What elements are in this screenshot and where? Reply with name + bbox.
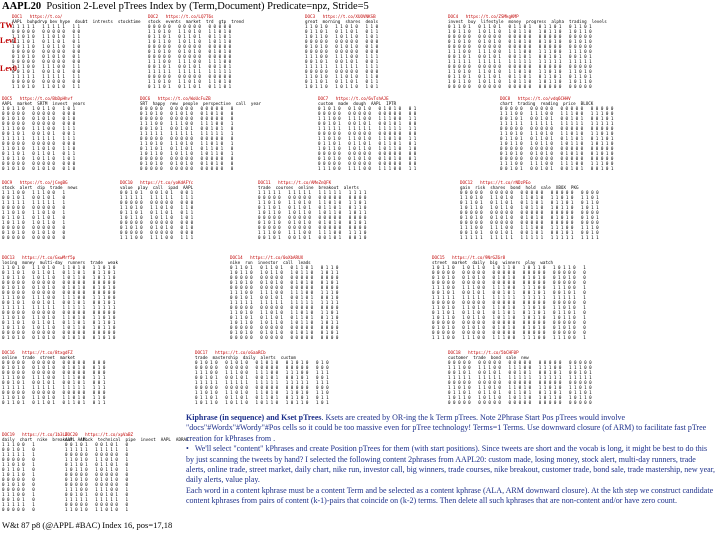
doc-block-heading: DOC18 https://t.co/5bCHF0P (448, 350, 519, 355)
doc-block-terms: stock alert dip trade news (2, 185, 78, 190)
doc-block-terms: online trade street market (2, 355, 76, 360)
doc-block-5: DOC5 https://t.co/BbDpHhvf AAPL market SRTM invest years 1 0 1 1 0 1 0 1 1 0 1 0 1 0 0 0 0 0 0 0 0 0 0 0 0 0 0 1 0 1 0 0 1 0 1 0 0 1 0 0 0 0 0 0 0 0 0 0 0 0 0 0 1 1 1 0 0 1 1 1 0 0 1 1 1 0 0 1 0 1 0 0 1 0 1 0 0 1 1 1 1 1 1 1 1 1 1 1 1 1 1 0 0 0 0 0 0 0 0 0 0 0 0 0 1 1 0 1 0 1 1 0 1 0 1 1 0 0 1 1 0 1 0 1 1 0 1 0 1 1 1 0 1 1 0 1 0 1 1 0 1 0 1 0 0 0 0 0 0 0 0 0 0 0 0 0 0 1 0 1 0 0 1 0 1 0 0 1 0 (2, 96, 137, 176)
doc-block-8: DOC8 https://t.co/vdq6CHHV chart trading reading price BLOCK 0 0 0 0 0 0 0 0 0 0 0 0 0 0 0 0 0 0 0 0 1 1 1 0 0 1 1 1 0 0 1 1 1 0 0 1 1 1 0 0 0 0 1 0 1 0 0 1 0 1 0 0 1 0 1 0 0 1 0 1 1 1 1 1 1 1 1 1 1 1 1 1 1 1 1 1 1 1 1 1 0 0 0 0 0 0 0 0 0 0 0 0 0 0 0 0 0 0 0 0 1 1 0 1 0 1 1 0 1 0 1 1 0 1 0 1 1 0 1 0 0 1 1 0 1 0 1 1 0 1 0 1 1 0 1 0 1 1 0 1 1 0 1 1 0 1 0 1 1 0 1 0 1 1 0 1 0 1 1 0 0 0 0 0 0 0 0 0 0 0 0 0 0 0 0 0 0 0 0 0 0 1 0 1 0 0 1 0 1 0 0 1 0 1 0 0 1 0 1 0 0 0 0 0 0 0 0 0 0 0 0 0 0 0 0 0 0 0 0 0 1 1 1 0 0 1 1 1 0 0 1 1 1 0 0 1 1 1 0 0 0 0 1 0 1 0 0 1 0 1 0 0 1 0 1 0 0 1 0 1 (500, 96, 718, 176)
doc-block-terms: chart trading reading price BLOCK (500, 101, 594, 106)
doc-block-11: DOC11 https://t.co/AMeZnQFK trade courses online breakout alerts 1 1 1 1 1 1 1 1 1 1 1 1 1 1 1 1 1 1 1 0 0 0 0 0 0 0 0 0 0 0 0 0 0 0 0 0 0 0 1 1 0 1 0 1 1 0 1 0 1 1 0 1 0 1 1 0 1 0 1 1 0 1 0 1 1 0 1 0 1 1 0 1 0 1 1 0 1 0 1 1 0 1 0 1 1 0 1 0 1 1 0 1 0 1 1 0 0 0 0 0 0 0 0 0 0 0 0 0 0 0 0 0 0 0 0 1 0 1 0 0 1 0 1 0 0 1 0 1 0 0 1 0 1 0 0 0 0 0 0 0 0 0 0 0 0 0 0 0 0 0 0 0 1 1 1 0 0 1 1 1 0 0 1 1 1 0 0 1 1 1 0 0 0 1 0 1 0 0 1 0 1 0 0 1 0 1 0 0 1 0 (258, 180, 458, 245)
notes-paragraph-1: . Ksets are created by OR-ing the k Term pTrees. Note 2Phrase Start Pos pTrees would involve "docs"#Wordx"#Wordy"#Pos cells so it could be too massive even for pTree technology! Terms=1 Terms. Use downward closure (of ARM) to facilitate fast pTree creation for kPhrases from . (186, 413, 707, 443)
doc-block-9: DOC9 https://t.co/jCegBG stock alert dip trade news 1 1 1 0 0 1 1 1 0 0 1 0 0 1 0 1 0 0 1 0 1 0 1 1 1 1 1 1 1 1 1 1 1 0 0 0 0 0 0 0 0 0 0 0 1 1 0 1 0 1 1 0 1 0 1 0 1 1 0 1 0 1 1 0 1 0 1 0 1 1 0 1 0 1 1 0 1 0 0 0 0 0 0 0 0 0 0 0 0 1 0 1 0 0 1 0 1 0 0 0 0 0 0 0 0 0 0 0 0 0 (2, 180, 117, 245)
notes-heading: Kiphrase (in sequence) and Kset pTrees (186, 413, 322, 422)
doc-block-heading: DOC17 https://t.co/oGaaRCb (195, 350, 266, 355)
notes-bullet: We'll select "content" kPhrases and create Position pTrees for them (with start positions). Since tweets are short and the vocab is long, it might be best to do this by just scanning the tweets by hand? I selected the following content 2phrases from AAPL20: custom made, losing money, stock alert, multi-day runners, trade alerts, online trade, street market, daily chart, nike run, investor call, big winners, trade courses, nike breakout, customer trade, bond sale, trade mastership, new year, daily alerts, value play. (186, 444, 716, 485)
doc-block-heading: DOC10 https://t.co/yoKdAFYc (120, 180, 194, 185)
doc-block-terms: nike run investor call leads (230, 260, 311, 265)
level-label-tw: TW (0, 21, 14, 30)
doc-block-7: DOC7 https://t.co/6vTshAJE custom made dough AAPL IPTR 0 1 0 1 0 0 1 0 1 0 0 1 0 1 0 0 1 0 0 0 0 0 0 0 0 0 0 0 0 0 0 0 0 0 1 1 1 0 0 1 1 1 0 0 1 1 1 0 0 1 1 0 0 1 0 1 0 0 1 0 1 0 0 1 0 1 0 0 1 1 1 1 1 1 1 1 1 1 1 1 1 1 1 1 1 0 0 0 0 0 0 0 0 0 0 0 0 0 0 0 0 0 1 1 0 1 0 1 1 0 1 0 1 1 0 1 0 1 1 0 1 1 0 1 0 1 1 0 1 0 1 1 0 1 0 1 1 0 1 1 0 1 0 1 1 0 1 0 1 1 0 1 0 0 0 0 0 0 0 0 0 0 0 0 0 0 0 0 0 0 0 1 0 1 0 0 1 0 1 0 0 1 0 1 0 0 1 0 0 0 0 0 0 0 0 0 0 0 0 0 0 0 0 0 1 1 1 0 0 1 1 1 0 0 1 1 1 0 0 1 1 (318, 96, 498, 176)
doc-block-19: DOC19 https://t.co/1b3LZ daily chart nike breakout AAPL 1 1 1 0 0 1 0 0 1 0 1 0 1 1 1 1 1 1 0 0 0 0 0 0 1 1 0 1 0 1 0 1 1 0 1 0 1 0 1 1 0 1 0 0 0 0 0 0 0 1 0 1 0 0 0 0 0 0 0 0 1 1 1 0 0 1 0 0 1 0 1 0 1 1 1 1 1 1 0 0 0 0 0 0 (2, 432, 88, 512)
doc-block-heading: DOC1 https://t.co/ (12, 14, 63, 19)
doc-block-17: DOC17 https://t.co/oGaaRCb trade mastership daily alerts custom 0 1 0 1 0 0 1 0 1 0 0 1 0 1 0 0 1 0 1 0 0 1 0 0 0 0 0 0 0 0 0 0 0 0 0 0 0 0 0 0 0 0 0 0 0 0 1 1 1 0 0 1 1 1 0 0 1 1 1 0 0 1 1 1 0 0 1 1 1 0 0 1 0 1 0 0 1 0 1 0 0 1 0 1 0 0 1 0 1 0 0 1 1 1 1 1 1 1 1 1 1 1 1 1 1 1 1 1 1 1 1 1 1 1 1 0 0 0 0 0 0 0 0 0 0 0 0 0 0 0 0 0 0 0 0 0 0 0 1 1 0 1 0 1 1 0 1 0 1 1 0 1 0 1 1 0 1 0 1 1 0 0 1 1 0 1 0 1 1 0 1 0 1 1 0 1 0 1 1 0 1 0 1 1 1 0 1 1 0 1 0 1 1 0 1 0 1 1 0 1 0 1 1 0 1 0 1 (195, 350, 445, 408)
doc-block-terms: custom made dough AAPL IPTR (318, 101, 397, 106)
title-main: AAPL20 (2, 1, 42, 12)
doc-block-18: DOC18 https://t.co/5bCHF0P customer trade bond sale new 0 0 0 0 0 0 0 0 0 0 0 0 0 0 0 0 0 0 0 0 0 0 0 0 0 1 1 1 0 0 1 1 1 0 0 1 1 1 0 0 1 1 1 0 0 1 1 1 0 0 0 0 1 0 1 0 0 1 0 1 0 0 1 0 1 0 0 1 0 1 0 0 1 0 1 1 1 1 1 1 1 1 1 1 1 1 1 1 1 1 1 1 1 1 1 1 1 1 1 1 0 0 0 0 0 0 0 0 0 0 0 0 0 0 0 0 0 0 0 0 0 0 0 0 0 1 1 0 1 0 1 1 0 1 0 1 1 0 1 0 1 1 0 1 0 1 1 0 1 0 0 1 1 0 1 0 1 1 0 1 0 1 1 0 1 0 1 1 0 1 0 1 1 0 1 1 0 1 1 0 1 0 1 1 0 1 0 1 1 0 1 0 1 1 0 1 0 1 1 0 0 0 0 0 0 0 0 0 0 0 0 0 0 0 0 0 0 0 0 0 0 0 0 0 0 (448, 350, 718, 408)
doc-block-terms: gain risk shares bond hold sale XBOX PKG (460, 185, 579, 190)
doc-block-3: DOC3 https://t.co/XUOVNKSB great morning shares deals 1 1 0 1 0 1 1 0 1 0 1 1 0 0 1 1 0 1 0 1 1 0 1 0 1 1 1 0 1 1 0 1 0 1 1 0 1 0 1 0 0 0 0 0 0 0 0 0 0 0 0 0 0 1 0 1 0 0 1 0 1 0 0 1 0 0 0 0 0 0 0 0 0 0 0 0 0 0 1 1 1 0 0 1 1 1 0 0 1 1 1 0 0 1 0 1 0 0 1 0 1 0 0 1 1 1 1 1 1 1 1 1 1 1 1 1 1 0 0 0 0 0 0 0 0 0 0 0 0 0 1 1 0 1 0 1 1 0 1 0 1 1 0 0 1 1 0 1 0 1 1 0 1 0 1 1 1 0 1 1 0 1 0 1 1 0 1 0 1 (305, 14, 445, 94)
doc-block-terms: AAPL buhpdrvp bev hype doubt intrests stocktime (12, 19, 141, 24)
doc-block-terms: value play call ipad AAPL (120, 185, 194, 190)
doc-block-terms: customer trade bond sale new (448, 355, 529, 360)
doc-block-heading: DOC12 https://t.co/rNDzPEo (460, 180, 531, 185)
doc-block-terms: AAPL market SRTM invest years (2, 101, 86, 106)
doc-block-heading: DOC8 https://t.co/vdq6CHHV (500, 96, 571, 101)
doc-block-heading: DOC5 https://t.co/BbDpHhvf (2, 96, 73, 101)
notes-bullet-marker: • (186, 444, 195, 454)
doc-block-10: DOC10 https://t.co/yoKdAFYc value play call ipad AAPL 0 0 1 0 1 0 0 1 0 1 0 0 1 1 1 1 1 1 1 1 1 1 1 1 1 1 0 0 0 0 0 0 0 0 0 0 0 0 0 1 1 0 1 0 1 1 0 1 0 1 1 0 0 1 1 0 1 0 1 1 0 1 0 1 1 1 0 1 1 0 1 0 1 1 0 1 0 1 0 0 0 0 0 0 0 0 0 0 0 0 0 0 1 0 1 0 0 1 0 1 0 0 1 0 0 0 0 0 0 0 0 0 0 0 0 0 0 1 1 1 0 0 1 1 1 0 0 1 1 1 (120, 180, 255, 245)
doc-block-1: DOC1 https://t.co/ AAPL buhpdrvp bev hype doubt intrests stocktime 1 1 1 1 1 1 1 1 1 1 1 1 0 0 0 0 0 0 0 0 0 0 0 0 1 1 0 1 0 1 1 0 1 0 1 1 0 1 1 0 1 0 1 1 0 1 0 1 1 0 1 1 0 1 0 1 1 0 1 0 0 0 0 0 0 0 0 0 0 0 0 0 0 1 0 1 0 0 1 0 1 0 0 1 0 0 0 0 0 0 0 0 0 0 0 0 1 1 1 0 0 1 1 1 0 0 1 1 0 0 1 0 1 0 0 1 0 1 0 0 1 1 1 1 1 1 1 1 1 1 1 1 0 0 0 0 0 0 0 0 0 0 0 0 1 1 0 1 0 1 1 0 1 0 1 1 (12, 14, 141, 89)
footer-text: W&t 87 p8 (@APPL #BAC) Index 16, pos=17,18 (2, 520, 173, 530)
doc-block-terms: great morning shares deals (305, 19, 379, 24)
doc-block-heading: DOC20 https://t.co/xpVaBZ (65, 432, 134, 437)
doc-block-terms: street market daily big winners play watch (432, 260, 554, 265)
doc-block-heading: DOC15 https://t.co/9NrGZ6r8 (432, 255, 506, 260)
doc-block-20: DOC20 https://t.co/xpVaBZ AAPL stock technical pipe invest AAPL ADRAX 0 0 1 0 1 0 0 1 0 1 0 1 1 1 1 1 1 1 1 1 1 1 0 0 0 0 0 0 0 0 0 0 0 1 1 0 1 0 1 1 0 1 0 1 0 1 1 0 1 0 1 1 0 1 0 1 0 1 1 0 1 0 1 1 0 1 0 0 0 0 0 0 0 0 0 0 0 0 1 0 1 0 0 1 0 1 0 0 0 0 0 0 0 0 0 0 0 0 0 1 1 1 0 0 1 1 1 0 0 1 0 0 1 0 1 0 0 1 0 1 0 1 1 1 1 1 1 1 1 1 1 1 0 0 0 0 0 0 0 0 0 0 0 1 1 0 1 0 1 1 0 1 0 1 (65, 432, 189, 512)
page-title (2, 1, 369, 12)
doc-block-12: DOC12 https://t.co/rNDzPEo gain risk shares bond hold sale XBOX PKG 0 0 0 0 0 0 0 0 0 0 0 0 0 0 0 0 0 0 0 0 0 0 0 0 1 1 0 1 0 1 1 0 1 0 1 1 0 1 0 1 1 0 1 0 1 1 0 1 0 1 1 0 1 0 1 1 0 1 0 1 1 0 1 0 1 1 0 1 0 1 1 0 1 0 1 1 0 1 0 1 1 0 1 0 1 1 0 1 0 1 1 0 1 0 1 1 0 0 0 0 0 0 0 0 0 0 0 0 0 0 0 0 0 0 0 0 0 0 0 0 0 1 0 1 0 0 1 0 1 0 0 1 0 1 0 0 1 0 1 0 0 1 0 1 0 0 0 0 0 0 0 0 0 0 0 0 0 0 0 0 0 0 0 0 0 0 0 0 1 1 1 0 0 1 1 1 0 0 1 1 1 0 0 1 1 1 0 0 1 1 1 0 0 0 1 0 1 0 0 1 0 1 0 0 1 0 1 0 0 1 0 1 0 0 1 0 1 1 1 1 1 1 1 1 1 1 1 1 1 1 1 1 1 1 1 1 1 1 1 1 (460, 180, 718, 245)
doc-block-heading: DOC7 https://t.co/6vTshAJE (318, 96, 389, 101)
doc-block-heading: DOC19 https://t.co/1b3LZ (2, 432, 68, 437)
doc-block-heading: DOC13 https://t.co/GxwMrf5p (2, 255, 76, 260)
doc-block-6: DOC6 https://t.co/WoUcFuZB SRT happy new people perspective call year 0 0 0 0 0 0 0 0 0 0 0 0 0 0 0 0 0 1 0 1 0 0 1 0 1 0 0 1 0 1 0 0 0 0 0 0 0 0 0 0 0 0 0 0 0 0 0 0 1 1 1 0 0 1 1 1 0 0 1 1 1 0 0 1 0 0 1 0 1 0 0 1 0 1 0 0 1 0 1 0 1 1 1 1 1 1 1 1 1 1 1 1 1 1 1 1 0 0 0 0 0 0 0 0 0 0 0 0 0 0 0 0 1 1 0 1 0 1 1 0 1 0 1 1 0 1 0 1 0 1 1 0 1 0 1 1 0 1 0 1 1 0 1 0 1 0 1 1 0 1 0 1 1 0 1 0 1 1 0 1 0 0 0 0 0 0 0 0 0 0 0 0 0 0 0 0 0 1 0 1 0 0 1 0 1 0 0 1 0 1 0 0 0 0 0 0 0 0 0 0 0 0 0 0 0 0 0 0 (140, 96, 315, 176)
doc-block-terms: SRT happy new people perspective call year (140, 101, 262, 106)
doc-block-heading: DOC16 https://t.co/8txgdFZ (2, 350, 73, 355)
notes-paragraph-2: Each word in a content kphrase must be a content Term and be selected as a content kphrase (ALA, ARM downward closure). At the kth step we construct candidate content kphrases from pairs of content (k-1)-pairs that coincide on (k-2) terms. Then delete all such kphrases that are non-content and/or have zero count. (186, 485, 714, 506)
doc-block-heading: DOC3 https://t.co/XUOVNKSB (305, 14, 376, 19)
doc-block-terms: daily chart nike breakout AAPL (2, 437, 88, 442)
doc-block-13: DOC13 https://t.co/GxwMrf5p losing money multi-day runners trade weak 1 1 0 1 0 1 1 0 1 0 1 1 0 1 0 1 1 0 1 0 0 1 1 0 1 0 1 1 0 1 0 1 1 0 1 0 1 1 0 1 1 0 1 1 0 1 0 1 1 0 1 0 1 1 0 1 0 1 1 0 0 0 0 0 0 0 0 0 0 0 0 0 0 0 0 0 0 0 0 0 0 1 0 1 0 0 1 0 1 0 0 1 0 1 0 0 1 0 1 0 0 0 0 0 0 0 0 0 0 0 0 0 0 0 0 0 0 0 0 0 1 1 1 0 0 1 1 1 0 0 1 1 1 0 0 1 1 1 0 0 0 0 1 0 1 0 0 1 0 1 0 0 1 0 1 0 0 1 0 1 1 1 1 1 1 1 1 1 1 1 1 1 1 1 1 1 1 1 1 1 0 0 0 0 0 0 0 0 0 0 0 0 0 0 0 0 0 0 0 0 1 1 0 1 0 1 1 0 1 0 1 1 0 1 0 1 1 0 1 0 0 1 1 0 1 0 1 1 0 1 0 1 1 0 1 0 1 1 0 1 1 0 1 1 0 1 0 1 1 0 1 0 1 1 0 1 0 1 1 0 0 0 0 0 0 0 0 0 0 0 0 0 0 0 0 0 0 0 0 0 0 1 0 1 0 0 1 0 1 0 0 1 0 1 0 0 1 0 1 0 (2, 255, 227, 345)
doc-block-16: DOC16 https://t.co/8txgdFZ online trade street market 0 0 0 0 0 0 0 0 0 0 0 0 0 0 0 0 0 0 0 1 0 1 0 0 1 0 1 0 0 1 0 1 0 0 1 0 0 0 0 0 0 0 0 0 0 0 0 0 0 0 0 0 0 0 1 1 1 0 0 1 1 1 0 0 1 1 1 0 0 1 1 1 0 0 1 0 1 0 0 1 0 1 0 0 1 0 1 0 0 1 1 1 1 1 1 1 1 1 1 1 1 1 1 1 1 1 1 1 0 0 0 0 0 0 0 0 0 0 0 0 0 0 0 0 0 0 1 1 0 1 0 1 1 0 1 0 1 1 0 1 0 1 1 0 0 1 1 0 1 0 1 1 0 1 0 1 1 0 1 0 1 1 (2, 350, 192, 408)
doc-block-terms: stock events market trd gtp trend (148, 19, 244, 24)
doc-block-heading: DOC11 https://t.co/AMeZnQFK (258, 180, 332, 185)
doc-block-heading: DOC6 https://t.co/WoUcFuZB (140, 96, 211, 101)
doc-block-14: DOC14 https://t.co/0oXbARUX nike run investor call leads 0 1 1 0 1 0 1 1 0 1 0 1 1 0 1 0 1 1 0 1 0 1 1 0 1 0 1 1 0 1 0 1 1 0 1 0 1 1 0 0 0 0 0 0 0 0 0 0 0 0 0 0 0 0 0 0 0 0 1 0 1 0 0 1 0 1 0 0 1 0 1 0 0 1 0 1 0 0 0 0 0 0 0 0 0 0 0 0 0 0 0 0 0 0 0 1 1 1 0 0 1 1 1 0 0 1 1 1 0 0 1 1 1 0 0 0 1 0 1 0 0 1 0 1 0 0 1 0 1 0 0 1 0 1 1 1 1 1 1 1 1 1 1 1 1 1 1 1 1 1 1 1 0 0 0 0 0 0 0 0 0 0 0 0 0 0 0 0 0 0 0 1 1 0 1 0 1 1 0 1 0 1 1 0 1 0 1 1 0 1 0 1 1 0 1 0 1 1 0 1 0 1 1 0 1 0 1 1 0 1 0 1 1 0 1 0 1 1 0 1 0 1 1 0 1 0 1 1 0 0 0 0 0 0 0 0 0 0 0 0 0 0 0 0 0 0 0 0 1 0 1 0 0 1 0 1 0 0 1 0 1 0 0 1 0 1 0 0 0 0 0 0 0 0 0 0 0 0 0 0 0 0 0 0 0 (230, 255, 430, 345)
doc-block-2: DOC2 https://t.co/LQ7T6s stock events market trd gtp trend 0 0 0 0 0 0 0 0 0 0 0 0 0 0 0 1 1 0 1 0 1 1 0 1 0 1 1 0 1 0 0 1 1 0 1 0 1 1 0 1 0 1 1 0 1 1 0 1 1 0 1 0 1 1 0 1 0 1 1 0 0 0 0 0 0 0 0 0 0 0 0 0 0 0 0 0 1 0 1 0 0 1 0 1 0 0 1 0 1 0 0 0 0 0 0 0 0 0 0 0 0 0 0 0 0 1 1 1 0 0 1 1 1 0 0 1 1 1 0 0 0 0 1 0 1 0 0 1 0 1 0 0 1 0 1 1 1 1 1 1 1 1 1 1 1 1 1 1 1 1 0 0 0 0 0 0 0 0 0 0 0 0 0 0 0 1 1 0 1 0 1 1 0 1 0 1 1 0 1 0 0 1 1 0 1 0 1 1 0 1 0 1 1 0 1 (148, 14, 303, 94)
doc-block-terms: losing money multi-day runners trade weak (2, 260, 118, 265)
doc-block-heading: DOC4 https://t.co/ZSMkgKMP (448, 14, 519, 19)
level-label-lev0: Lev0 (0, 64, 17, 73)
doc-block-heading: DOC9 https://t.co/jCegBG (2, 180, 68, 185)
doc-block-terms: invest buy lifestyle money progress alpha trading levels (448, 19, 607, 24)
doc-block-heading: DOC14 https://t.co/0oXbARUX (230, 255, 304, 260)
doc-block-15: DOC15 https://t.co/9NrGZ6r8 street market daily big winners play watch 1 0 1 1 0 1 0 1 1 0 1 0 1 1 0 1 0 1 1 0 1 0 1 1 0 1 0 0 0 0 0 0 0 0 0 0 0 0 0 0 0 0 0 0 0 0 0 0 0 0 0 0 0 1 0 1 0 0 1 0 1 0 0 1 0 1 0 0 1 0 1 0 0 1 0 1 0 0 0 0 0 0 0 0 0 0 0 0 0 0 0 0 0 0 0 0 0 0 0 0 0 0 0 0 1 1 1 0 0 1 1 1 0 0 1 1 1 0 0 1 1 1 0 0 1 1 1 0 0 1 0 0 1 0 1 0 0 1 0 1 0 0 1 0 1 0 0 1 0 1 0 0 1 0 1 0 1 1 1 1 1 1 1 1 1 1 1 1 1 1 1 1 1 1 1 1 1 1 1 1 1 1 0 0 0 0 0 0 0 0 0 0 0 0 0 0 0 0 0 0 0 0 0 0 0 0 0 0 1 1 0 1 0 1 1 0 1 0 1 1 0 1 0 1 1 0 1 0 1 1 0 1 0 1 0 1 1 0 1 0 1 1 0 1 0 1 1 0 1 0 1 1 0 1 0 1 1 0 1 0 1 0 1 1 0 1 0 1 1 0 1 0 1 1 0 1 0 1 1 0 1 0 1 1 0 1 0 0 0 0 0 0 0 0 0 0 0 0 0 0 0 0 0 0 0 0 0 0 0 0 0 0 0 1 0 1 0 0 1 0 1 0 0 1 0 1 0 0 1 0 1 0 0 1 0 1 0 0 0 0 0 0 0 0 0 0 0 0 0 0 0 0 0 0 0 0 0 0 0 0 0 0 0 0 1 1 1 0 0 1 1 1 0 0 1 1 1 0 0 1 1 1 0 0 1 1 1 0 0 1 (432, 255, 718, 345)
doc-block-heading: DOC2 https://t.co/LQ7T6s (148, 14, 214, 19)
notes-panel (186, 413, 716, 507)
doc-block-terms: trade courses online breakout alerts (258, 185, 359, 190)
level-label-lev1: Lev1 (0, 36, 17, 45)
title-subtitle: Position 2-Level pTrees Index by (Term,Document) Predicate=npz, Stride=5 (46, 1, 369, 12)
doc-block-terms: trade mastership daily alerts custom (195, 355, 296, 360)
doc-block-4: DOC4 https://t.co/ZSMkgKMP invest buy lifestyle money progress alpha trading levels 0 1 1 0 1 0 1 1 0 1 0 1 1 0 1 0 1 1 0 1 0 1 1 0 1 1 0 1 1 0 1 0 1 1 0 1 0 1 1 0 1 0 1 1 0 1 0 1 1 0 0 0 0 0 0 0 0 0 0 0 0 0 0 0 0 0 0 0 0 0 0 0 0 0 0 0 1 0 1 0 0 1 0 1 0 0 1 0 1 0 0 1 0 1 0 0 1 0 1 0 0 0 0 0 0 0 0 0 0 0 0 0 0 0 0 0 0 0 0 0 0 0 0 0 0 1 1 1 0 0 1 1 1 0 0 1 1 1 0 0 1 1 1 0 0 1 1 1 0 0 0 0 1 0 1 0 0 1 0 1 0 0 1 0 1 0 0 1 0 1 0 0 1 0 1 1 1 1 1 1 1 1 1 1 1 1 1 1 1 1 1 1 1 1 1 1 1 1 1 1 0 0 0 0 0 0 0 0 0 0 0 0 0 0 0 0 0 0 0 0 0 0 0 0 0 1 1 0 1 0 1 1 0 1 0 1 1 0 1 0 1 1 0 1 0 1 1 0 1 0 0 1 1 0 1 0 1 1 0 1 0 1 1 0 1 0 1 1 0 1 0 1 1 0 1 1 0 1 1 0 1 0 1 1 0 1 0 1 1 0 1 0 1 1 0 1 0 1 1 0 0 0 0 0 0 0 0 0 0 0 0 0 0 0 0 0 0 0 0 0 0 0 0 0 0 (448, 14, 718, 94)
doc-block-terms: AAPL stock technical pipe invest AAPL ADRAX (65, 437, 189, 442)
